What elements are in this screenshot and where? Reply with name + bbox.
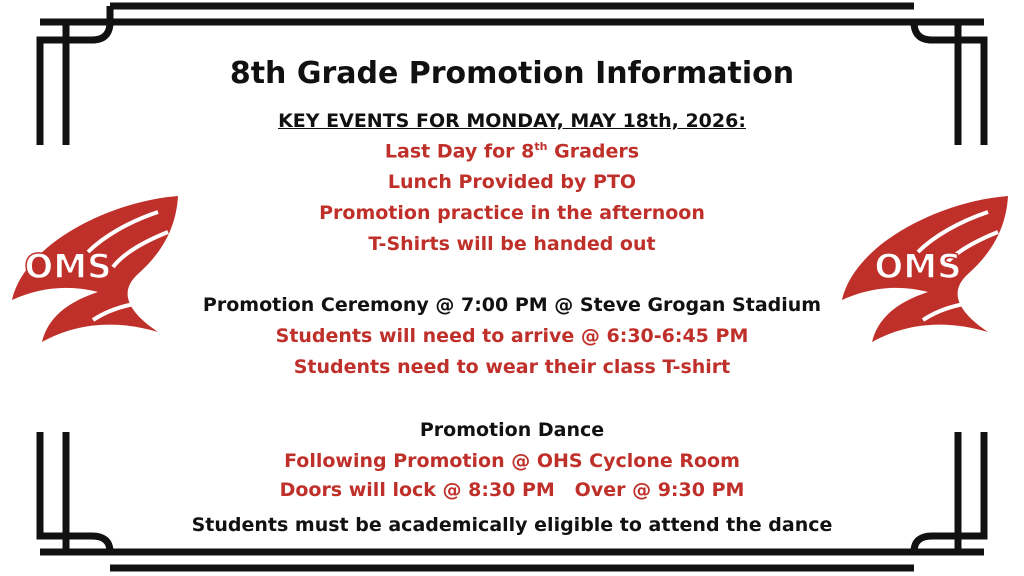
ceremony-wear-line: Students need to wear their class T-shirt bbox=[293, 356, 731, 378]
logo-text: OMS bbox=[874, 247, 962, 287]
logo-text: OMS bbox=[24, 247, 112, 287]
lunch-line: Lunch Provided by PTO bbox=[387, 171, 637, 193]
dance-heading: Promotion Dance bbox=[419, 419, 605, 441]
practice-line: Promotion practice in the afternoon bbox=[319, 202, 705, 224]
last-day-line: Last Day for 8th Graders bbox=[384, 140, 640, 163]
key-events-heading: KEY EVENTS FOR MONDAY, MAY 18th, 2026: bbox=[278, 110, 746, 132]
tshirts-line: T-Shirts will be handed out bbox=[368, 233, 656, 255]
dance-doors-line: Doors will lock @ 8:30 PM Over @ 9:30 PM bbox=[279, 479, 745, 501]
page-title: 8th Grade Promotion Information bbox=[229, 56, 795, 91]
ceremony-arrive-line: Students will need to arrive @ 6:30-6:45 PM bbox=[275, 325, 749, 347]
ceremony-heading: Promotion Ceremony @ 7:00 PM @ Steve Grogan Stadium bbox=[202, 294, 822, 316]
dance-location-line: Following Promotion @ OHS Cyclone Room bbox=[284, 450, 740, 472]
eligibility-line: Students must be academically eligible to attend the dance bbox=[191, 514, 833, 536]
